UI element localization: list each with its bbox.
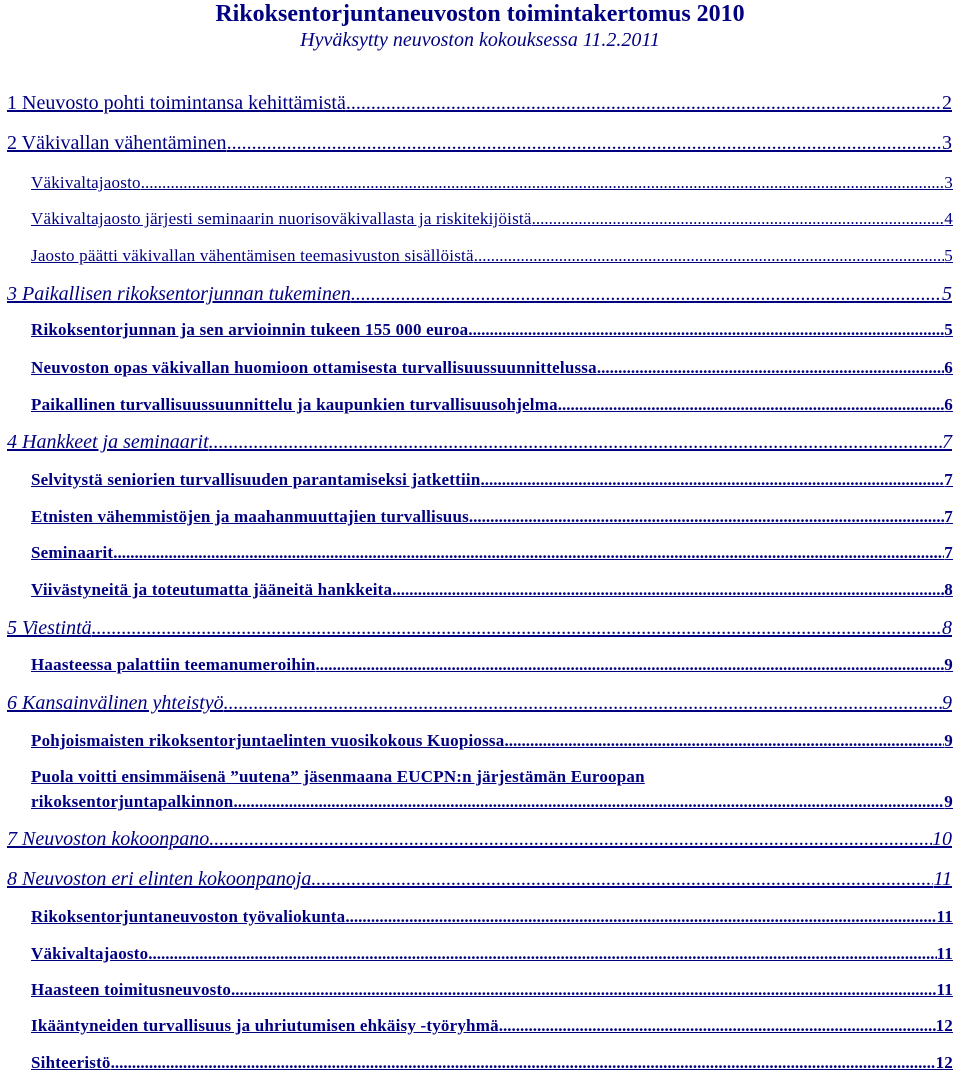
toc-entry-page: 11 [936, 980, 953, 999]
toc-entry-text: 3 Paikallisen rikoksentorjunnan tukeminen [7, 283, 351, 305]
toc-entry-2-3[interactable] [31, 246, 953, 266]
toc-entry-page: 7 [942, 431, 952, 453]
toc-entry-page: 11 [936, 907, 953, 926]
toc-entry-page: 5 [944, 246, 953, 265]
toc-entry-text: Väkivaltajaosto järjesti seminaarin nuorisoväkivallasta ja riskitekijöistä [31, 209, 532, 228]
toc-entry-page: 3 [942, 132, 952, 154]
toc-entry-8-3[interactable] [31, 980, 953, 1000]
toc-entry-text: Seminaarit [31, 543, 114, 562]
toc-entry-page: 8 [944, 580, 953, 599]
toc-entry-text: 2 Väkivallan vähentäminen [7, 132, 227, 154]
toc-entry-page: 3 [944, 173, 953, 192]
toc-entry-1[interactable] [7, 92, 952, 115]
toc-entry-6-2-line1[interactable]: Puola voitti ensimmäisenä ”uutena” jäsenmaana EUCPN:n järjestämän Euroopan [31, 767, 645, 786]
toc-entry-page: 2 [942, 92, 952, 114]
toc-entry-page: 11 [936, 944, 953, 963]
toc-entry-text: Väkivaltajaosto [31, 173, 141, 192]
toc-entry-4-1[interactable] [31, 470, 953, 490]
toc-entry-text: 6 Kansainvälinen yhteistyö [7, 692, 224, 714]
toc-entry-page: 5 [944, 320, 953, 339]
toc-entry-page: 9 [944, 792, 953, 811]
toc-entry-2-1[interactable] [31, 173, 953, 193]
toc-entry-3[interactable] [7, 283, 952, 306]
toc-entry-6[interactable] [7, 692, 952, 715]
toc-entry-8-4[interactable] [31, 1016, 953, 1036]
toc-entry-text: 8 Neuvoston eri elinten kokoonpanoja [7, 868, 312, 890]
toc-entry-8-2[interactable] [31, 944, 953, 964]
toc-entry-page: 7 [944, 470, 953, 489]
toc-entry-page: 7 [944, 507, 953, 526]
toc-entry-page: 5 [942, 283, 952, 305]
toc-entry-page: 9 [944, 655, 953, 674]
toc-entry-page: 8 [942, 617, 952, 639]
toc-entry-3-1[interactable] [31, 320, 953, 340]
toc-entry-text: Väkivaltajaosto [31, 944, 149, 963]
toc-entry-4[interactable] [7, 431, 952, 454]
toc-entry-page: 9 [942, 692, 952, 714]
toc-entry-5[interactable] [7, 617, 952, 640]
toc-entry-text: Rikoksentorjunnan ja sen arvioinnin tukeen 155 000 euroa [31, 320, 469, 339]
toc-entry-page: 12 [935, 1016, 953, 1035]
document-title: Rikoksentorjuntaneuvoston toimintakertomus 2010 [215, 1, 745, 27]
toc-entry-text: 5 Viestintä [7, 617, 92, 639]
toc-entry-page: 11 [933, 868, 952, 890]
toc-entry-6-1[interactable] [31, 731, 953, 751]
toc-entry-4-2[interactable] [31, 507, 953, 527]
toc-entry-page: 12 [935, 1053, 953, 1072]
toc-entry-2[interactable] [7, 132, 952, 155]
toc-entry-page: 9 [944, 731, 953, 750]
toc-entry-text: Selvitystä seniorien turvallisuuden parantamiseksi jatkettiin [31, 470, 481, 489]
toc-entry-4-4[interactable] [31, 580, 953, 600]
toc-entry-5-1[interactable] [31, 655, 953, 675]
toc-entry-7[interactable] [7, 828, 952, 851]
toc-entry-3-2[interactable] [31, 358, 953, 378]
toc-entry-page: 10 [932, 828, 952, 850]
toc-entry-text: Ikääntyneiden turvallisuus ja uhriutumisen ehkäisy -työryhmä [31, 1016, 499, 1035]
toc-entry-text: 4 Hankkeet ja seminaarit [7, 431, 209, 453]
toc-entry-text: 7 Neuvoston kokoonpano [7, 828, 210, 850]
toc-entry-text: Neuvoston opas väkivallan huomioon ottamisesta turvallisuussuunnittelussa [31, 358, 597, 377]
toc-entry-text: rikoksentorjuntapalkinnon [31, 792, 234, 811]
toc-entry-page: 6 [944, 395, 953, 414]
toc-entry-page: 4 [944, 209, 953, 228]
toc-entry-text: Jaosto päätti väkivallan vähentämisen teemasivuston sisällöistä [31, 246, 474, 265]
toc-entry-page: 6 [944, 358, 953, 377]
toc-entry-8-5[interactable] [31, 1053, 953, 1073]
toc-entry-text: 1 Neuvosto pohti toimintansa kehittämistä [7, 92, 346, 114]
toc-entry-2-2[interactable] [31, 209, 953, 229]
toc-entry-3-3[interactable] [31, 395, 953, 415]
toc-entry-text: Rikoksentorjuntaneuvoston työvaliokunta [31, 907, 346, 926]
toc-entry-8[interactable] [7, 868, 952, 891]
document-subtitle: Hyväksytty neuvoston kokouksessa 11.2.2011 [300, 29, 660, 51]
toc-entry-8-1[interactable] [31, 907, 953, 927]
toc-entry-text: Etnisten vähemmistöjen ja maahanmuuttajien turvallisuus [31, 507, 469, 526]
toc-entry-text: Haasteen toimitusneuvosto [31, 980, 232, 999]
toc-entry-text: Viivästyneitä ja toteutumatta jääneitä hankkeita [31, 580, 393, 599]
toc-entry-text: Haasteessa palattiin teemanumeroihin [31, 655, 316, 674]
toc-entry-text: Pohjoismaisten rikoksentorjuntaelinten vuosikokous Kuopiossa [31, 731, 505, 750]
toc-entry-6-2[interactable] [31, 792, 953, 812]
toc-entry-4-3[interactable] [31, 543, 953, 563]
toc-entry-text: Paikallinen turvallisuussuunnittelu ja kaupunkien turvallisuusohjelma [31, 395, 558, 414]
toc-entry-text: Sihteeristö [31, 1053, 111, 1072]
toc-entry-page: 7 [944, 543, 953, 562]
